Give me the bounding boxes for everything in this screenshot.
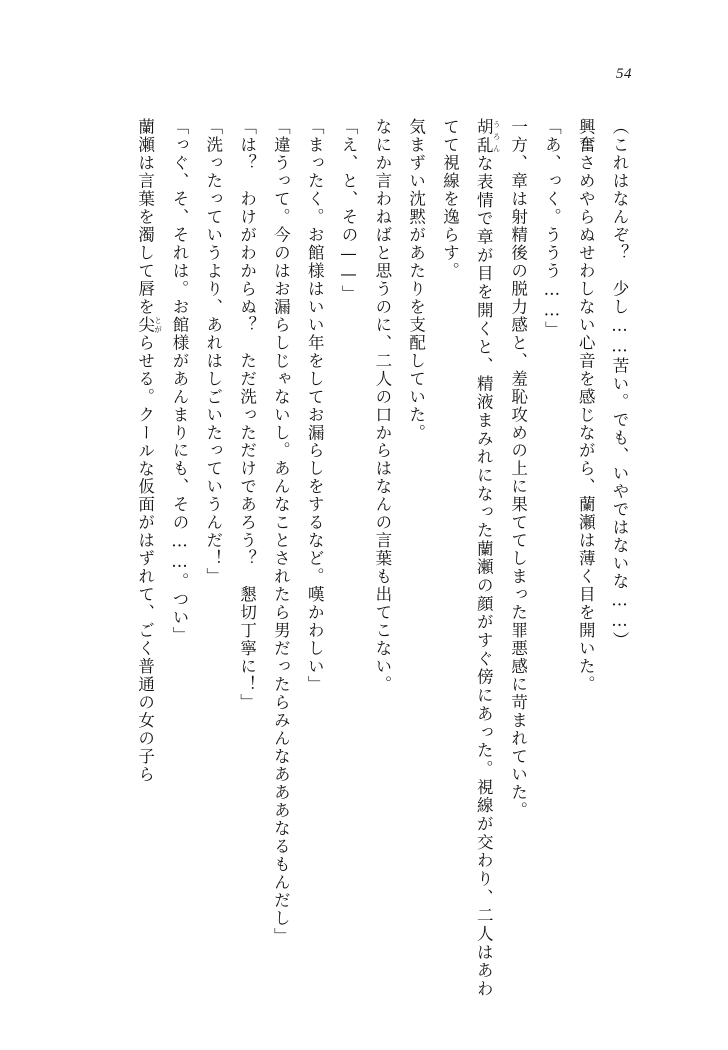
paragraph: 「まったく。お館様はいい年をしてお漏らしをするなど。嘆かわしい」 (305, 118, 325, 694)
paragraph: 「え、と、その——」 (339, 118, 358, 303)
paragraph: 「違うって。今のはお漏らしじゃないし。あんなことされたら男だったらみんなあああなるもんだし」 (271, 118, 291, 946)
page-number: 54 (616, 66, 632, 82)
paragraph: 「っぐ、そ、それは。お館様があんまりにも、その……。つい」 (169, 118, 189, 645)
paragraph: 蘭瀬は言葉を濁して唇を尖 とがらせる。クールな仮面がはずれて、ごく普通の女の子ら (135, 118, 163, 784)
paragraph: 興奮さめやらぬせわしない心音を感じながら、蘭瀬は薄く目を開いた。 (576, 118, 596, 694)
page-text-body (92, 118, 636, 998)
paragraph: （これはなんぞ？ 少し……苦い。でも、いやではないな……） (610, 118, 629, 650)
paragraph: 「は？ わけがわからぬ？ ただ洗っただけであろう？ 懇切丁寧に！」 (237, 118, 257, 712)
paragraph: なにか言わねばと思うのに、二人の口からはなんの言葉も出てこない。 (372, 118, 392, 694)
paragraph: 「洗ったっていうより、あれはしごいたっていうんだ！」 (203, 118, 223, 586)
ruby-annotation: 尖 とが (135, 315, 163, 334)
paragraph: 一方、章は射精後の脱力感と、羞恥攻めの上に果ててしまった罪悪感に苛まれていた。 (508, 118, 528, 820)
paragraph: 気まずい沈黙があたりを支配していた。 (406, 118, 426, 442)
paragraph: 「あ、っく。ううう……」 (542, 118, 562, 339)
ruby-annotation: 胡乱 うろん (474, 118, 502, 155)
paragraph: 胡乱 うろんな表情で章が目を開くと、精液まみれになった蘭瀬の顔がすぐ傍にあった。視線が交わり、二人はあわてて視線を逸らす。 (440, 118, 502, 998)
